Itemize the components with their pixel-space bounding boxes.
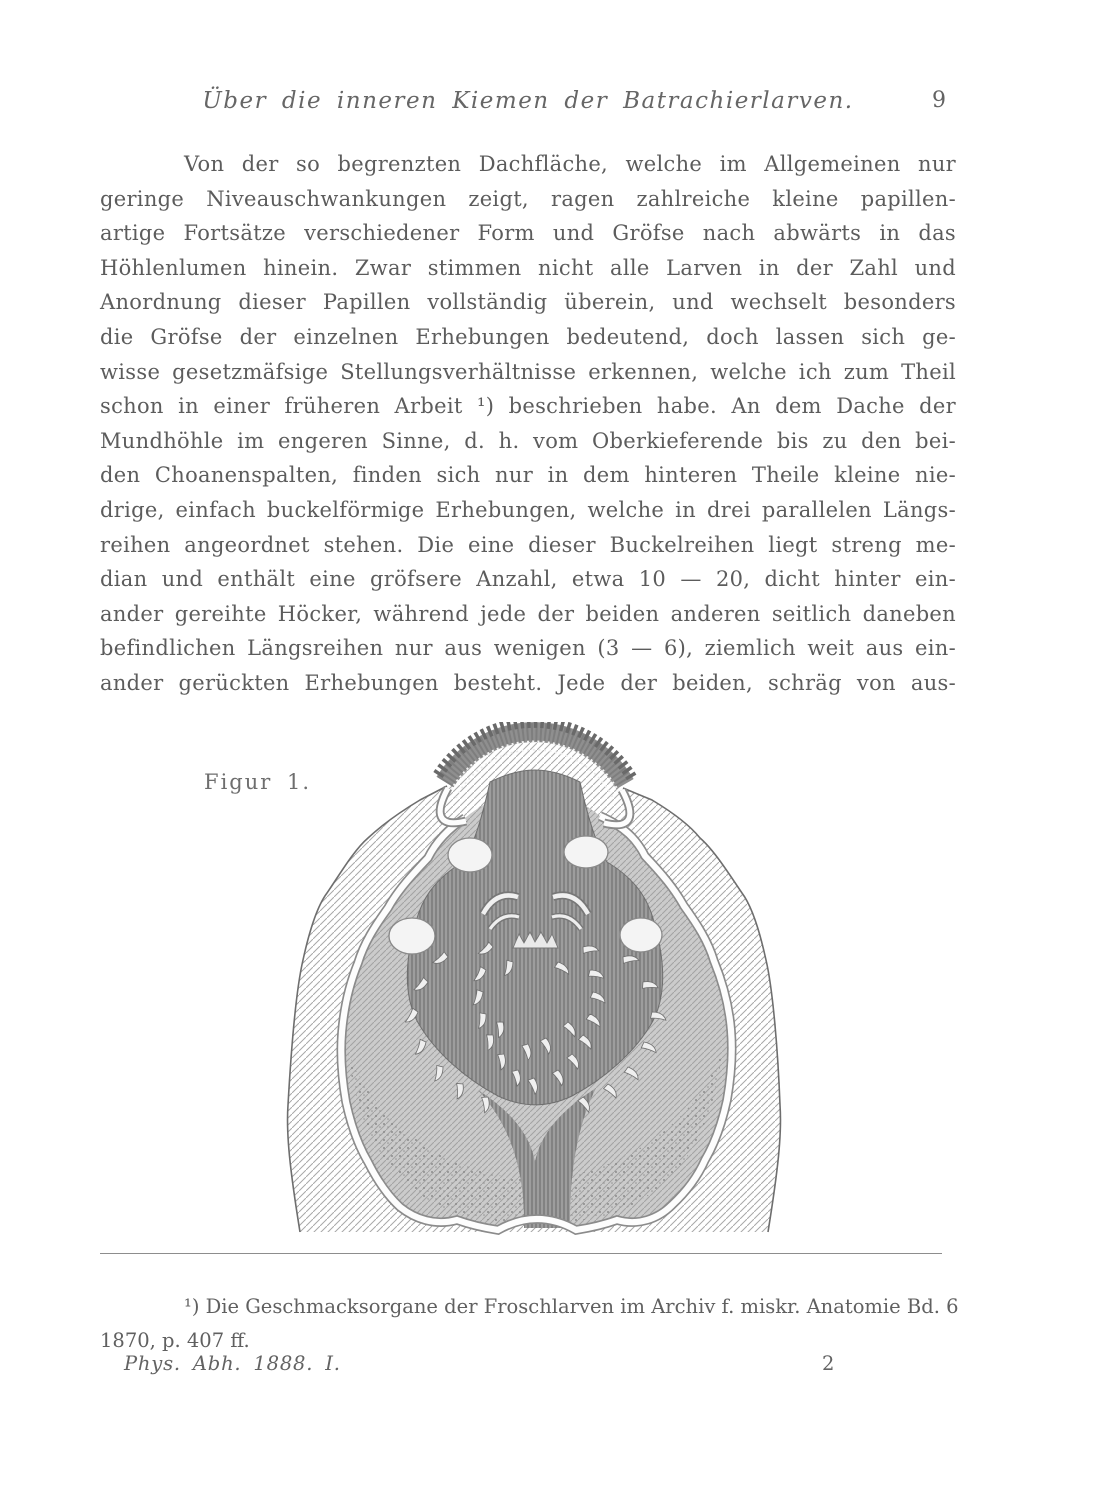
- page-title: Über die inneren Kiemen der Batrachierlarven.: [202, 88, 854, 114]
- text-line: Von der so begrenzten Dachfläche, welche im Allgemeinen nur: [184, 152, 956, 176]
- text-line: Höhlenlumen hinein. Zwar stimmen nicht alle Larven in der Zahl und: [100, 255, 956, 280]
- footnote: [100, 1290, 959, 1358]
- text-line: reihen angeordnet stehen. Die eine dieser Buckelreihen liegt streng me-: [100, 532, 956, 557]
- text-line: wisse gesetzmäfsige Stellungsverhältnisse erkennen, welche ich zum Theil: [100, 359, 956, 384]
- footnote-line-2: 1870, p. 407 ff.: [100, 1329, 250, 1352]
- running-head: [100, 88, 956, 120]
- body-text: [100, 147, 956, 701]
- sheet-number: 2: [822, 1352, 835, 1375]
- footer-signature: Phys. Abh. 1888. I.: [124, 1352, 341, 1375]
- page-number: 9: [932, 88, 946, 113]
- text-line: dian und enthält eine gröfsere Anzahl, etwa 10 — 20, dicht hinter ein-: [100, 567, 956, 592]
- text-line: ander gereihte Höcker, während jede der beiden anderen seitlich daneben: [100, 601, 956, 626]
- text-line: artige Fortsätze verschiedener Form und Gröfse nach abwärts in das: [100, 221, 956, 246]
- text-line: die Gröfse der einzelnen Erhebungen bedeutend, doch lassen sich ge-: [100, 324, 956, 349]
- figure-caption: Figur 1.: [204, 770, 312, 794]
- footnote-line-1: ¹) Die Geschmacksorgane der Froschlarven im Archiv f. miskr. Anatomie Bd. 6: [184, 1295, 959, 1318]
- footnote-rule: [100, 1253, 942, 1254]
- figure-illustration: [278, 722, 794, 1242]
- text-line: befindlichen Längsreihen nur aus wenigen (3 — 6), ziemlich weit aus ein-: [100, 636, 956, 661]
- text-line: drige, einfach buckelförmige Erhebungen, welche in drei parallelen Längs-: [100, 497, 956, 522]
- text-line: schon in einer früheren Arbeit ¹) beschrieben habe. An dem Dache der: [100, 394, 956, 419]
- text-line: geringe Niveauschwankungen zeigt, ragen zahlreiche kleine papillen-: [100, 186, 956, 211]
- text-line: den Choanenspalten, finden sich nur in dem hinteren Theile kleine nie-: [100, 463, 956, 488]
- text-line: ander gerückten Erhebungen besteht. Jede der beiden, schräg von aus-: [100, 670, 956, 695]
- text-line: Mundhöhle im engeren Sinne, d. h. vom Oberkieferende bis zu den bei-: [100, 428, 956, 453]
- text-line: Anordnung dieser Papillen vollständig überein, und wechselt besonders: [100, 290, 956, 315]
